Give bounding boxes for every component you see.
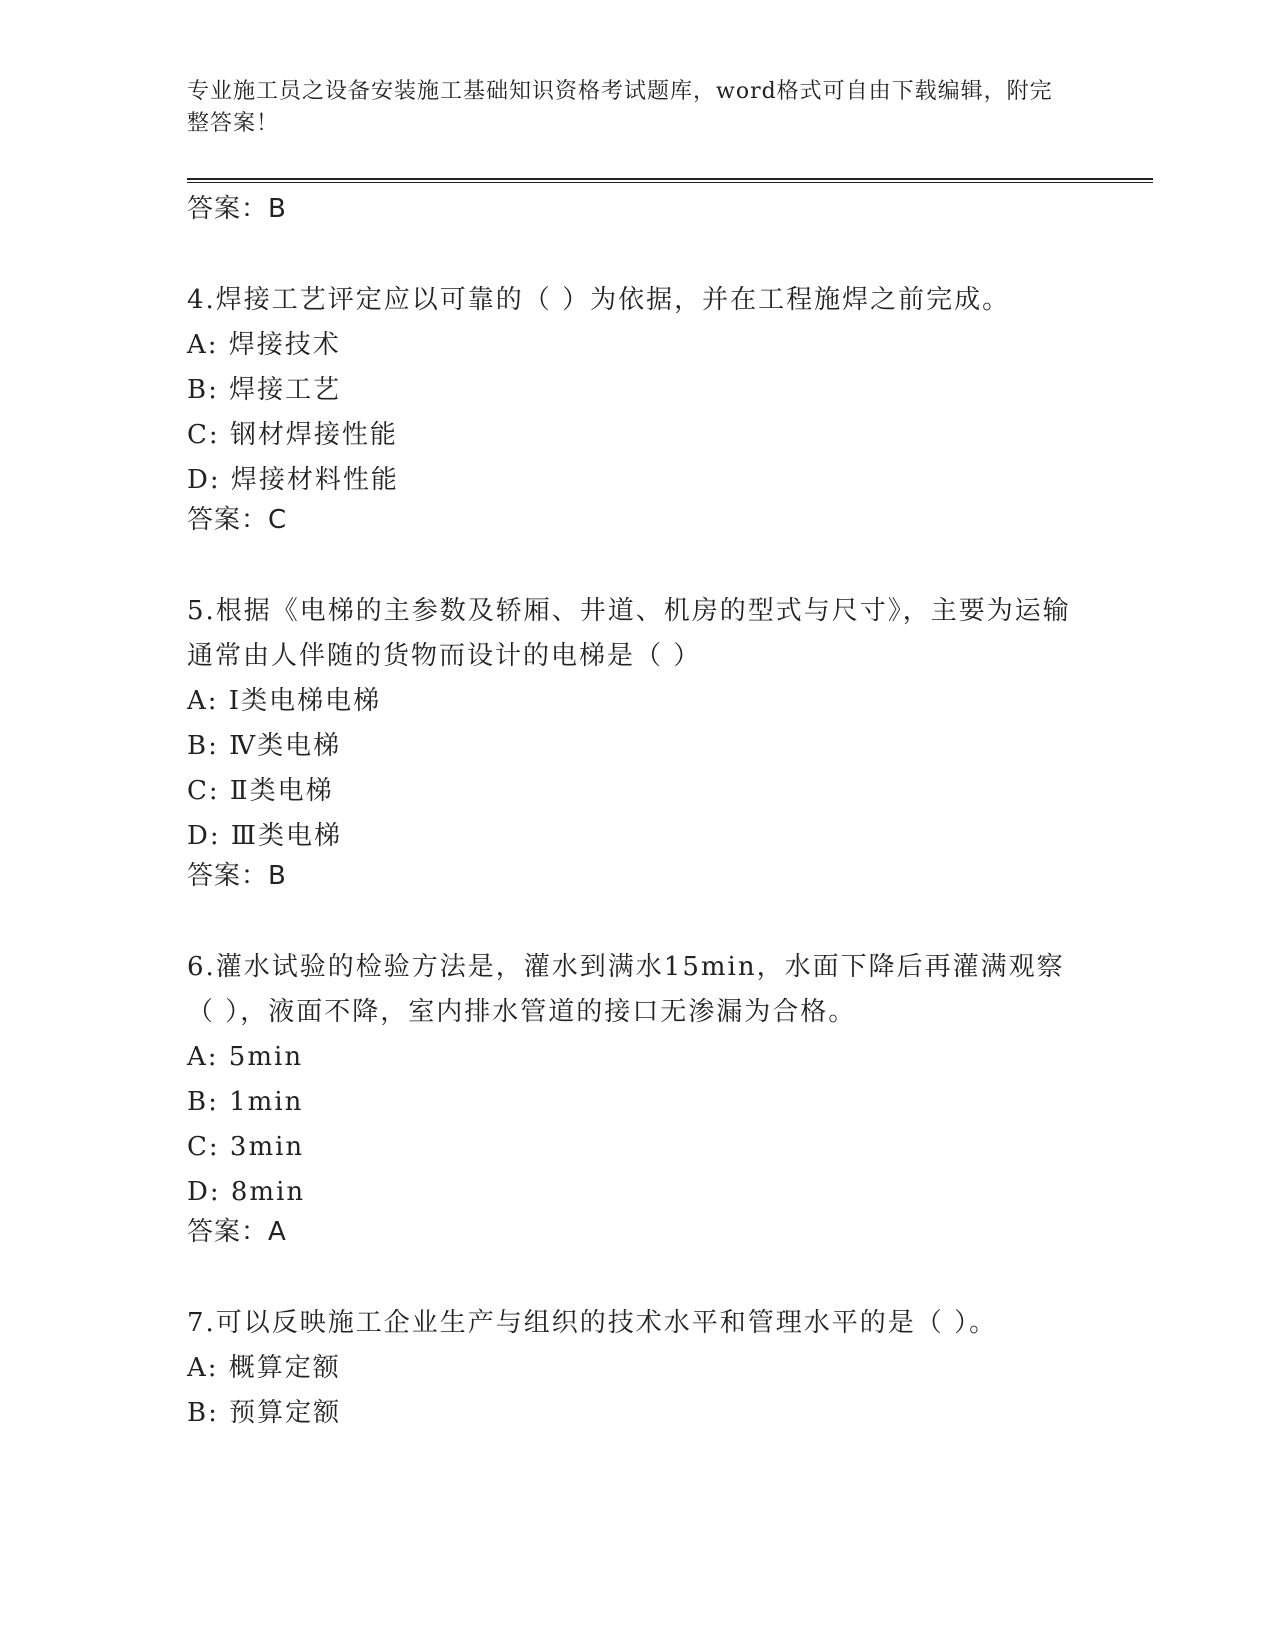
option-d: D: Ⅲ类电梯 [187,821,342,851]
question-item [187,1301,1087,1436]
option-a: A: 概算定额 [187,1353,341,1383]
question-stem: 4.焊接工艺评定应以可靠的（ ）为依据，并在工程施焊之前完成。 [187,285,1011,315]
option-d: D: 8min [187,1177,306,1207]
option-c: C: 3min [187,1132,305,1162]
question-stem: 5.根据《电梯的主参数及轿厢、井道、机房的型式与尺寸》，主要为运输通常由人伴随的货物而设计的电梯是（ ） [187,596,1071,671]
option-a: A: 焊接技术 [187,330,341,360]
answer-label: 答案：C [187,505,288,535]
question-stem: 6.灌水试验的检验方法是，灌水到满水15min，水面下降后再灌满观察（ ），液面不降，室内排水管道的接口无渗漏为合格。 [187,952,1065,1027]
question-item [187,278,1087,537]
option-a: A: 5min [187,1042,304,1072]
answer-label: 答案：A [187,1217,287,1247]
document-header: 专业施工员之设备安装施工基础知识资格考试题库，word格式可自由下载编辑，附完整答案！ [187,79,1053,136]
question-item [187,589,1087,893]
question-item [187,945,1087,1249]
header-divider [187,178,1153,180]
answer-label: 答案：B [187,194,287,224]
option-b: B: 预算定额 [187,1398,342,1428]
option-c: C: Ⅱ类电梯 [187,776,334,806]
option-a: A: Ⅰ类电梯电梯 [187,686,382,716]
answer-label: 答案：B [187,861,287,891]
question-stem: 7.可以反映施工企业生产与组织的技术水平和管理水平的是（ ）。 [187,1308,998,1338]
option-b: B: 1min [187,1087,304,1117]
header-divider-thin [187,182,1153,183]
question-list [187,192,1087,1436]
option-c: C: 钢材焊接性能 [187,420,398,450]
option-b: B: 焊接工艺 [187,375,342,405]
option-b: B: Ⅳ类电梯 [187,731,342,761]
option-d: D: 焊接材料性能 [187,465,399,495]
